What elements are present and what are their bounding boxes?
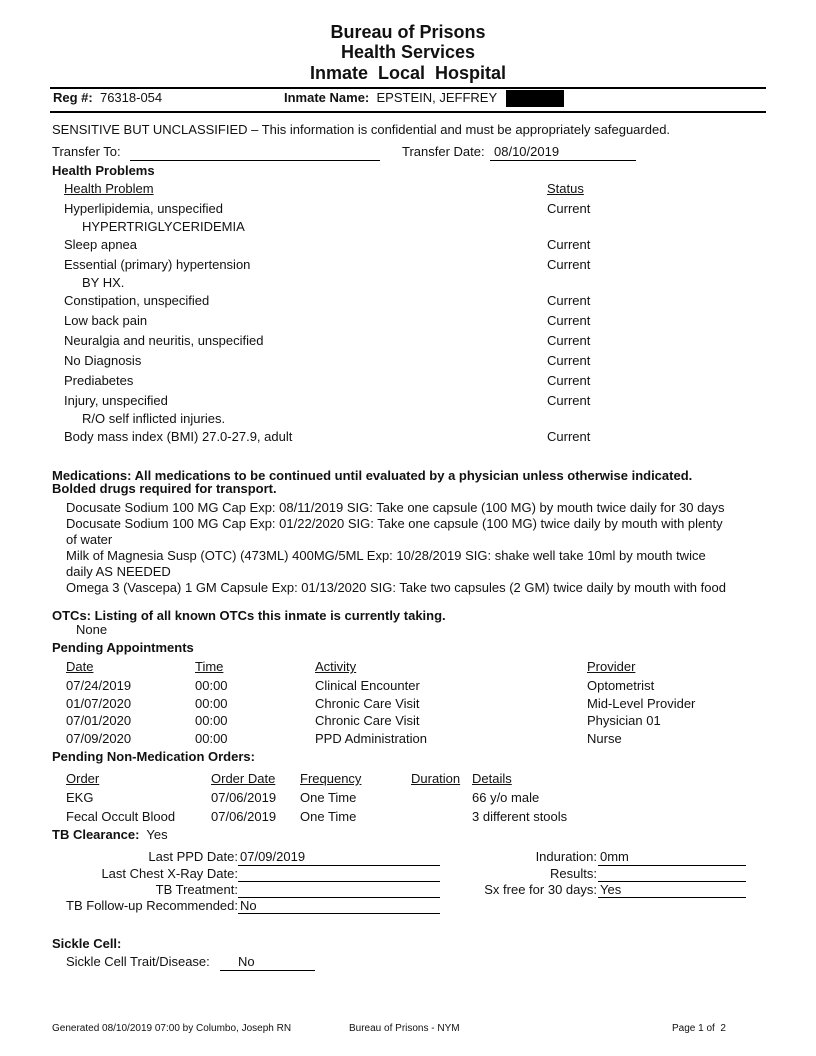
tb-clearance: [52, 827, 168, 843]
transfer-to-label: Transfer To:: [52, 144, 121, 159]
tb-clearance-value: Yes: [146, 827, 168, 842]
health-problem-status: Current: [547, 429, 591, 444]
medication-line: Omega 3 (Vascepa) 1 GM Capsule Exp: 01/13/2020 SIG: Take two capsules (2 GM) twice daily by mouth with food: [66, 580, 726, 595]
title-line-3: Inmate Local Hospital: [309, 63, 507, 83]
appointment-cell: Chronic Care Visit: [315, 695, 420, 711]
health-problem-name: Sleep apnea: [64, 237, 138, 252]
health-problem-name: Low back pain: [64, 313, 148, 328]
order-cell: 3 different stools: [472, 809, 568, 824]
medications-subheading: Bolded drugs required for transport.: [52, 481, 277, 496]
health-problem-status: Current: [547, 373, 591, 388]
health-problem-note: BY HX.: [82, 275, 125, 290]
medication-line: Milk of Magnesia Susp (OTC) (473ML) 400MG/5ML Exp: 10/28/2019 SIG: shake well take 10ml by mouth twice: [66, 548, 706, 563]
appointment-cell: 00:00: [195, 730, 228, 746]
appointment-cell: 00:00: [195, 713, 228, 729]
transfer-date-value: 08/10/2019: [494, 144, 560, 159]
order-column-header: Details: [472, 771, 512, 786]
appointment-column-header: Time: [195, 659, 224, 674]
appointment-cell: 00:00: [195, 678, 228, 693]
chest-xray-label: Last Chest X-Ray Date:: [101, 866, 238, 881]
order-column-header: Frequency: [300, 771, 362, 786]
title-line-2: Health Services: [340, 42, 476, 62]
health-problem-status: Current: [547, 237, 591, 252]
health-problem-name: Essential (primary) hypertension: [64, 257, 251, 272]
sx-free-value: Yes: [600, 882, 622, 897]
induration-label: Induration:: [535, 849, 597, 864]
order-cell: 07/06/2019: [211, 809, 277, 824]
footer-generated: Generated 08/10/2019 07:00 by Columbo, Joseph RN: [52, 1023, 292, 1034]
health-problem-name: No Diagnosis: [64, 353, 142, 368]
order-cell: EKG: [66, 790, 94, 805]
health-problem-name: Constipation, unspecified: [64, 293, 210, 308]
order-cell: Fecal Occult Blood: [66, 809, 176, 824]
header-rule-top: [50, 87, 766, 89]
induration-underline: [598, 865, 746, 866]
health-problem-note: R/O self inflicted injuries.: [82, 411, 226, 426]
tb-treatment-underline: [238, 897, 440, 898]
sickle-label: Sickle Cell Trait/Disease:: [66, 954, 210, 969]
appointments-heading: Pending Appointments: [52, 640, 194, 655]
header-rule-bottom: [50, 111, 766, 113]
appointment-cell: 07/01/2020: [66, 713, 132, 729]
appointment-cell: 01/07/2020: [66, 695, 132, 711]
otcs-value: None: [76, 622, 108, 637]
appointment-column-header: Date: [66, 659, 94, 674]
appointment-column-header: Provider: [587, 659, 636, 674]
appointment-cell: Chronic Care Visit: [315, 713, 420, 729]
last-ppd-underline: [238, 865, 440, 866]
order-column-header: Duration: [411, 771, 461, 786]
tb-followup-value: No: [240, 898, 257, 913]
appointment-cell: 00:00: [195, 695, 228, 711]
last-ppd-value: 07/09/2019: [240, 849, 306, 864]
title-line-1: Bureau of Prisons: [330, 22, 486, 42]
sx-free-label: Sx free for 30 days:: [484, 882, 597, 897]
last-ppd-label: Last PPD Date:: [148, 849, 238, 864]
induration-value: 0mm: [600, 849, 629, 864]
health-problem-name: Prediabetes: [64, 373, 134, 388]
orders-heading: Pending Non-Medication Orders:: [52, 749, 255, 764]
transfer-date-underline: [490, 160, 636, 161]
redaction-box: [506, 90, 564, 107]
appointment-cell: Mid-Level Provider: [587, 695, 696, 711]
health-problem-status: Current: [547, 393, 591, 408]
appointment-cell: Clinical Encounter: [315, 678, 420, 693]
order-cell: 66 y/o male: [472, 790, 540, 805]
health-problem-note: HYPERTRIGLYCERIDEMIA: [82, 219, 245, 234]
chest-xray-underline: [238, 881, 440, 882]
inmate-name: [284, 90, 497, 106]
health-problems-heading: Health Problems: [52, 163, 155, 178]
health-problem-status: Current: [547, 333, 591, 348]
appointment-cell: PPD Administration: [315, 730, 427, 746]
medication-line: Docusate Sodium 100 MG Cap Exp: 08/11/2019 SIG: Take one capsule (100 MG) by mouth twice daily for 30 days: [66, 500, 725, 515]
footer-page: Page 1 of 2: [672, 1023, 726, 1034]
medication-line: of water: [66, 532, 113, 547]
otcs-heading: OTCs: Listing of all known OTCs this inmate is currently taking.: [52, 608, 446, 623]
medication-line: daily AS NEEDED: [66, 564, 171, 579]
order-cell: One Time: [300, 809, 357, 824]
health-problem-name: Hyperlipidemia, unspecified: [64, 201, 223, 216]
appointment-cell: Physician 01: [587, 713, 661, 729]
sx-free-underline: [598, 897, 746, 898]
tb-followup-underline: [238, 913, 440, 914]
appointment-column-header: Activity: [315, 659, 357, 674]
medication-line: Docusate Sodium 100 MG Cap Exp: 01/22/2020 SIG: Take one capsule (100 MG) twice daily by mouth with plenty: [66, 516, 723, 531]
health-problem-status: Current: [547, 201, 591, 216]
reg-label: Reg #:: [53, 90, 93, 105]
appointment-cell: Nurse: [587, 730, 622, 746]
reg-number: [53, 90, 162, 106]
sickle-value: No: [238, 954, 255, 969]
health-problem-status: Current: [547, 293, 591, 308]
appointment-cell: Optometrist: [587, 678, 655, 693]
transfer-to-underline: [130, 160, 380, 161]
col-status: Status: [547, 181, 584, 196]
tb-followup-label: TB Follow-up Recommended:: [66, 898, 238, 913]
transfer-date-label: Transfer Date:: [402, 144, 485, 159]
sickle-heading: Sickle Cell:: [52, 936, 122, 951]
tb-clearance-label: TB Clearance:: [52, 827, 140, 842]
appointment-cell: 07/09/2020: [66, 730, 132, 746]
appointment-cell: 07/24/2019: [66, 678, 132, 693]
order-column-header: Order Date: [211, 771, 276, 786]
order-cell: 07/06/2019: [211, 790, 277, 805]
inmate-name-value: EPSTEIN, JEFFREY: [376, 90, 498, 105]
health-problem-name: Body mass index (BMI) 27.0-27.9, adult: [64, 429, 293, 444]
inmate-name-label: Inmate Name:: [284, 90, 370, 105]
health-problem-status: Current: [547, 257, 591, 272]
footer-org: Bureau of Prisons - NYM: [349, 1023, 460, 1034]
sickle-underline: [220, 970, 315, 971]
order-cell: One Time: [300, 790, 357, 805]
reg-value: 76318-054: [99, 90, 163, 105]
health-problem-name: Neuralgia and neuritis, unspecified: [64, 333, 264, 348]
results-label: Results:: [550, 866, 597, 881]
tb-treatment-label: TB Treatment:: [155, 882, 238, 897]
health-problem-status: Current: [547, 313, 591, 328]
medications-heading: Medications: All medications to be continued until evaluated by a physician unless otherwise indicated.: [52, 468, 693, 483]
col-health-problem: Health Problem: [64, 181, 154, 196]
health-problem-status: Current: [547, 353, 591, 368]
order-column-header: Order: [66, 771, 100, 786]
sensitivity-notice: SENSITIVE BUT UNCLASSIFIED – This information is confidential and must be appropriately safeguarded.: [52, 122, 671, 137]
health-problem-name: Injury, unspecified: [64, 393, 168, 408]
